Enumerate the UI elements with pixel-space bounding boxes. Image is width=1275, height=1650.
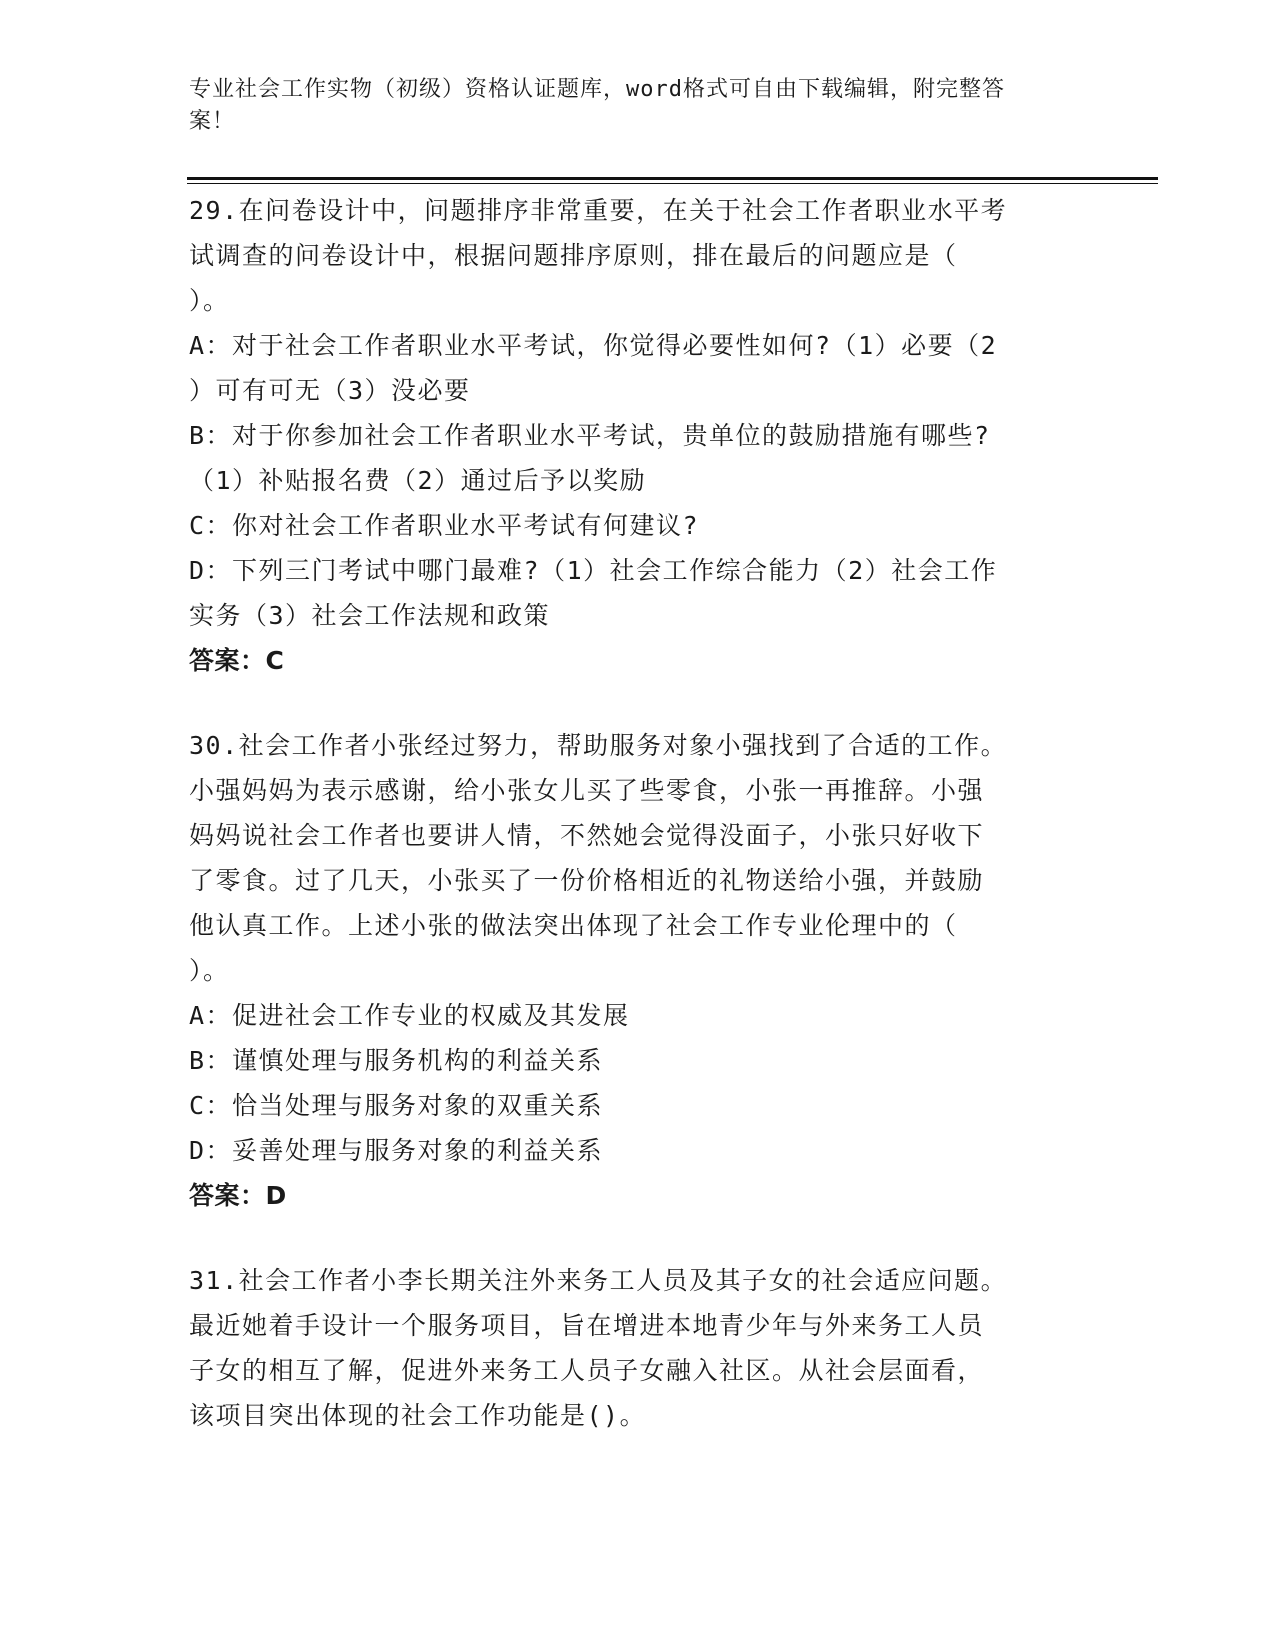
page-header <box>189 74 1069 138</box>
stem-line: 该项目突出体现的社会工作功能是()。 <box>189 1401 647 1430</box>
header-rule-thick <box>187 177 1158 180</box>
header-line: 案！ <box>189 109 236 134</box>
stem-line: 小强妈妈为表示感谢，给小张女儿买了些零食，小张一再推辞。小强 <box>189 776 985 805</box>
option-line: ）可有可无（3）没必要 <box>189 376 471 405</box>
question-spacer <box>189 683 1079 723</box>
question-stem <box>189 723 1079 993</box>
answer-label: 答案：D <box>189 1181 287 1210</box>
question-spacer <box>189 1218 1079 1258</box>
stem-line: 29.在问卷设计中，问题排序非常重要，在关于社会工作者职业水平考 <box>189 196 1008 225</box>
stem-line: ）。 <box>189 956 230 985</box>
option-list <box>189 323 1079 638</box>
option-line: （1）补贴报名费（2）通过后予以奖励 <box>189 466 647 495</box>
stem-line: 了零食。过了几天，小张买了一份价格相近的礼物送给小强，并鼓励 <box>189 866 985 895</box>
question-list <box>189 188 1079 1438</box>
question-30 <box>189 723 1079 1218</box>
answer-label: 答案：C <box>189 646 285 675</box>
option-line: A：促进社会工作专业的权威及其发展 <box>189 1001 630 1030</box>
option-line: A：对于社会工作者职业水平考试，你觉得必要性如何?（1）必要（2 <box>189 331 998 360</box>
option-line: C：恰当处理与服务对象的双重关系 <box>189 1091 604 1120</box>
option-line: 实务（3）社会工作法规和政策 <box>189 601 551 630</box>
option-line: B：谨慎处理与服务机构的利益关系 <box>189 1046 604 1075</box>
option-list <box>189 993 1079 1173</box>
stem-line: 最近她着手设计一个服务项目，旨在增进本地青少年与外来务工人员 <box>189 1311 985 1340</box>
option-line: D：下列三门考试中哪门最难?（1）社会工作综合能力（2）社会工作 <box>189 556 998 585</box>
stem-line: 31.社会工作者小李长期关注外来务工人员及其子女的社会适应问题。 <box>189 1266 1008 1295</box>
stem-line: 妈妈说社会工作者也要讲人情，不然她会觉得没面子，小张只好收下 <box>189 821 985 850</box>
option-line: C：你对社会工作者职业水平考试有何建议? <box>189 511 700 540</box>
question-29 <box>189 188 1079 683</box>
question-31 <box>189 1258 1079 1438</box>
stem-line: ）。 <box>189 286 230 315</box>
stem-line: 试调查的问卷设计中，根据问题排序原则，排在最后的问题应是（ <box>189 241 958 270</box>
option-line: D：妥善处理与服务对象的利益关系 <box>189 1136 604 1165</box>
header-rule-thin <box>187 183 1158 184</box>
question-stem <box>189 188 1079 323</box>
stem-line: 他认真工作。上述小张的做法突出体现了社会工作专业伦理中的（ <box>189 911 958 940</box>
option-line: B：对于你参加社会工作者职业水平考试，贵单位的鼓励措施有哪些? <box>189 421 991 450</box>
question-stem <box>189 1258 1079 1438</box>
stem-line: 30.社会工作者小张经过努力，帮助服务对象小强找到了合适的工作。 <box>189 731 1008 760</box>
header-line: 专业社会工作实物（初级）资格认证题库，word格式可自由下载编辑，附完整答 <box>189 77 1005 102</box>
stem-line: 子女的相互了解，促进外来务工人员子女融入社区。从社会层面看， <box>189 1356 985 1385</box>
